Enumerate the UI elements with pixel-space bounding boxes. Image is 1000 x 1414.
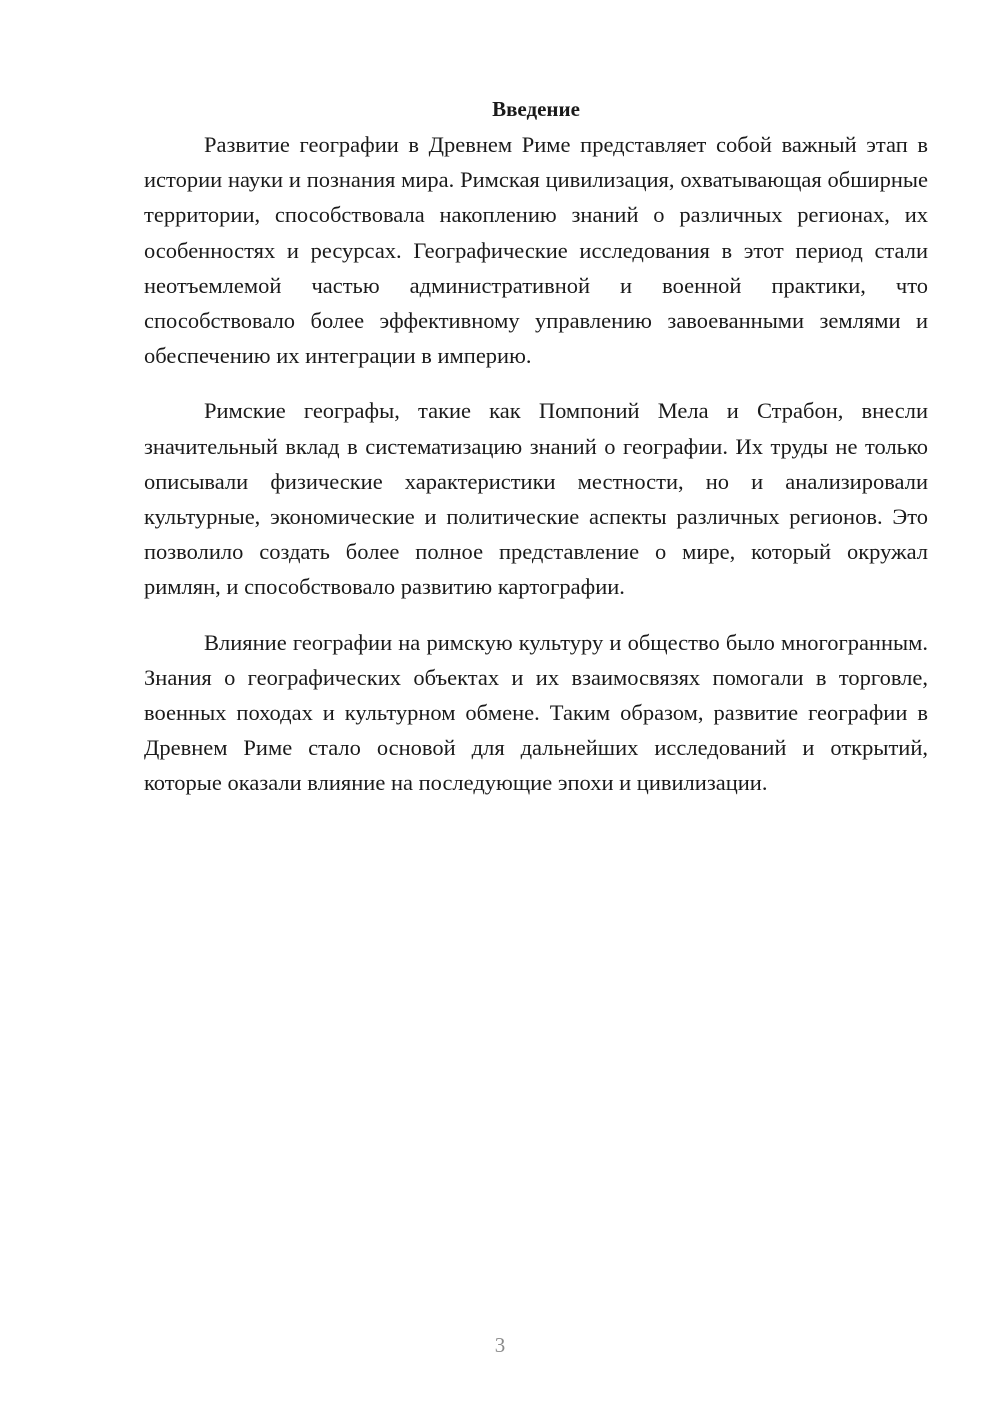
paragraph-1: Развитие географии в Древнем Риме представляет собой важный этап в истории науки и познания мира. Римская цивилизация, охватывающая обширные территории, способствовала накоплению знаний о различных регионах, их особенностях и ресурсах. Географические исследования в этот период стали неотъемлемой частью административной и военной практики, что способствовало более эффективному управлению завоеванными землями и обеспечению их интеграции в империю.	[144, 132, 928, 369]
page-number: 3	[494, 1333, 506, 1357]
paragraph-2: Римские географы, такие как Помпоний Мела и Страбон, внесли значительный вклад в систематизацию знаний о географии. Их труды не только описывали физические характеристики местности, но и анализировали культурные, экономические и политические аспекты различных регионов. Это позволило создать более полное представление о мире, который окружал римлян, и способствовало развитию картографии.	[144, 398, 928, 600]
section-title: Введение	[492, 97, 580, 121]
page-content	[144, 92, 928, 821]
paragraph-3: Влияние географии на римскую культуру и общество было многогранным. Знания о географических объектах и их взаимосвязях помогали в торговле, военных походах и культурном обмене. Таким образом, развитие географии в Древнем Риме стало основой для дальнейших исследований и открытий, которые оказали влияние на последующие эпохи и цивилизации.	[144, 629, 928, 796]
